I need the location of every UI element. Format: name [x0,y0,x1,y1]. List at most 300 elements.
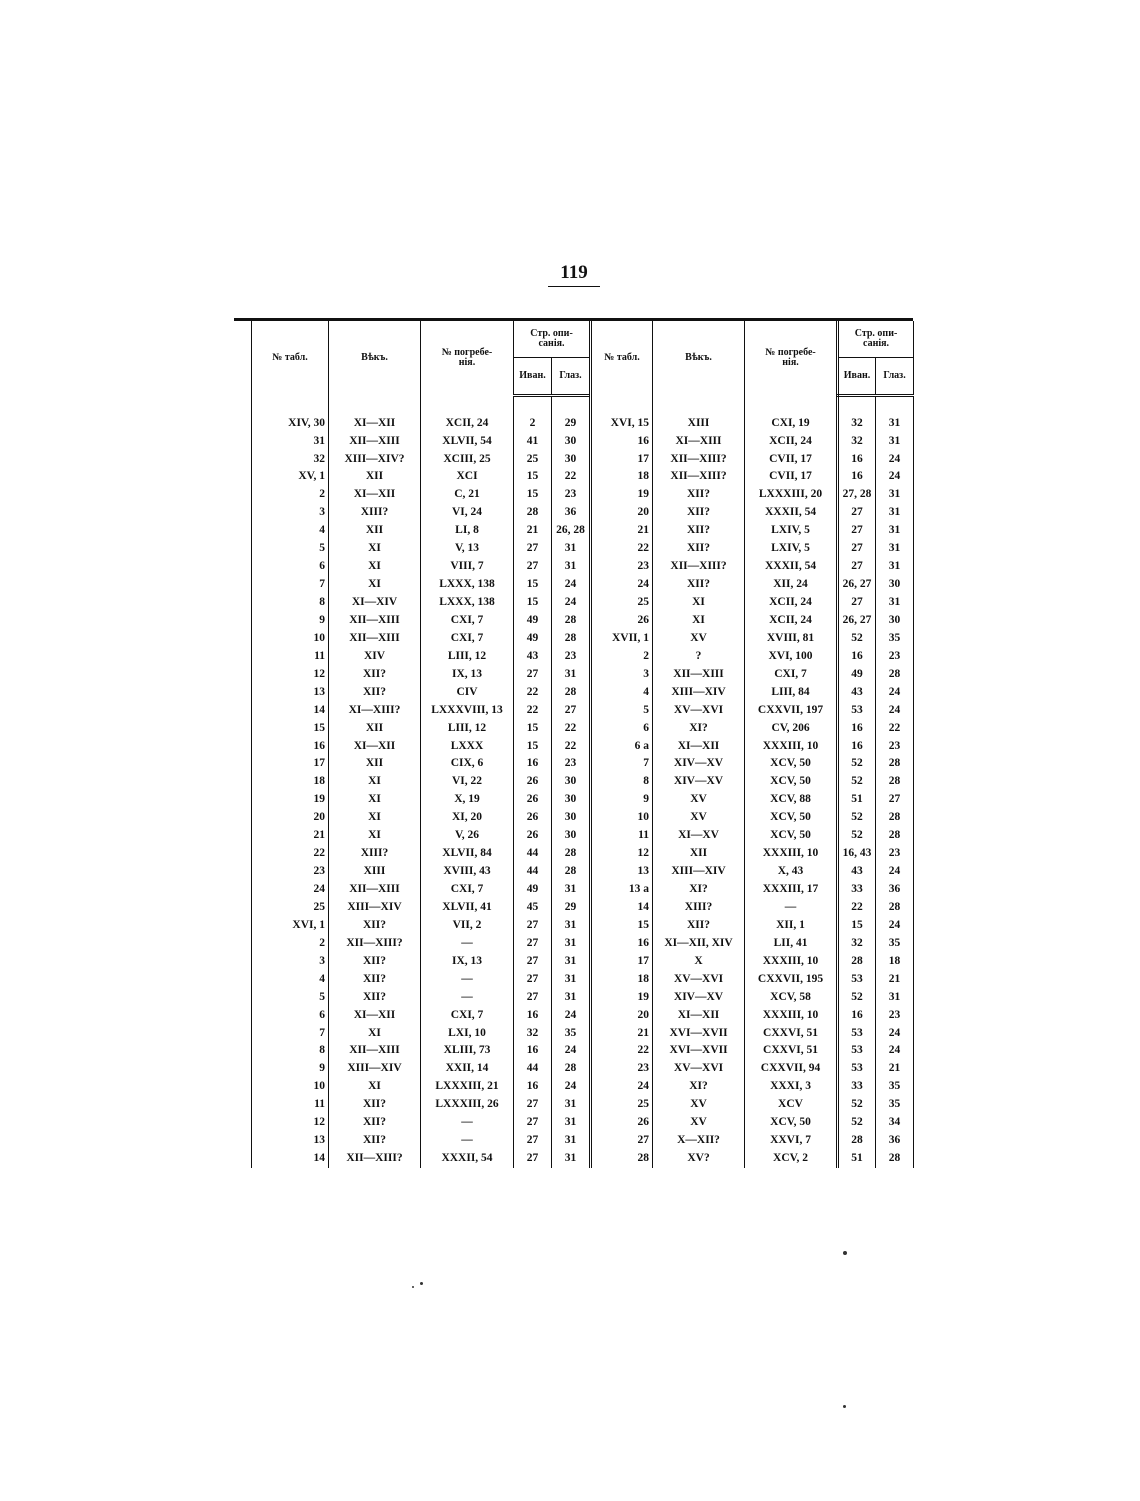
left-burial-cell: XLVII, 41 [421,899,514,917]
left-ivan-cell: 15 [514,594,552,612]
right-ivan-cell: 32 [838,935,876,953]
table-row [252,666,914,684]
right-glaz-cell: 30 [876,576,914,594]
right-burial-cell: XCII, 24 [745,432,838,450]
right-ivan-cell: 52 [838,755,876,773]
left-glaz-cell: 24 [552,1078,591,1096]
left-burial-cell: — [421,935,514,953]
right-burial-cell: CVII, 17 [745,450,838,468]
right-glaz-cell: 28 [876,666,914,684]
left-tab-cell: 6 [252,558,329,576]
scan-speck [412,1286,414,1288]
right-burial-cell: CXXVI, 51 [745,1024,838,1042]
right-tab-cell: 25 [591,1096,653,1114]
right-burial-cell: XXXIII, 17 [745,881,838,899]
left-tab-cell: 14 [252,701,329,719]
right-burial-cell: XCV, 2 [745,1150,838,1168]
left-age-cell: XIII [329,863,421,881]
left-tab-cell: 7 [252,1024,329,1042]
right-glaz-cell: 24 [876,1024,914,1042]
table-row [252,791,914,809]
left-ivan-cell: 44 [514,845,552,863]
left-tab-cell: 7 [252,576,329,594]
right-glaz-cell: 28 [876,1150,914,1168]
right-tab-cell: 25 [591,594,653,612]
right-ivan-cell: 28 [838,1132,876,1150]
left-tab-cell: 32 [252,450,329,468]
right-age-cell: XVI—XVII [653,1042,745,1060]
right-burial-cell: LXIV, 5 [745,540,838,558]
right-burial-cell: XCII, 24 [745,612,838,630]
left-tab-cell: 4 [252,522,329,540]
header-burial-right-l1: № погребе- [765,347,816,358]
right-ivan-cell: 52 [838,630,876,648]
header-ivan-left: Иван. [514,357,552,395]
right-age-cell: XV—XVI [653,1060,745,1078]
right-age-cell: XV [653,791,745,809]
table-row [252,935,914,953]
table-row [252,737,914,755]
left-age-cell: XII? [329,1114,421,1132]
left-glaz-cell: 28 [552,684,591,702]
table-row [252,612,914,630]
right-glaz-cell: 22 [876,719,914,737]
table-row [252,504,914,522]
right-glaz-cell: 36 [876,1132,914,1150]
right-burial-cell: CXXVII, 94 [745,1060,838,1078]
header-desc-right-l1: Стр. опи- [854,327,898,339]
right-burial-cell: XXXII, 54 [745,558,838,576]
right-ivan-cell: 53 [838,1024,876,1042]
right-ivan-cell: 52 [838,773,876,791]
right-age-cell: X [653,953,745,971]
right-glaz-cell: 31 [876,504,914,522]
left-glaz-cell: 22 [552,719,591,737]
left-glaz-cell: 23 [552,486,591,504]
right-tab-cell: 4 [591,684,653,702]
right-burial-cell: XXVI, 7 [745,1132,838,1150]
header-tab-left: № табл. [252,321,329,395]
right-tab-cell: 23 [591,558,653,576]
right-ivan-cell: 33 [838,881,876,899]
left-age-cell: XI—XII [329,414,421,432]
left-burial-cell: LXXX, 138 [421,576,514,594]
right-age-cell: XII [653,845,745,863]
table-row [252,701,914,719]
left-burial-cell: XCII, 24 [421,414,514,432]
left-age-cell: XII? [329,1096,421,1114]
right-age-cell: XV [653,1114,745,1132]
right-ivan-cell: 27 [838,540,876,558]
left-tab-cell: 18 [252,773,329,791]
right-tab-cell: 13 [591,863,653,881]
left-glaz-cell: 31 [552,917,591,935]
left-glaz-cell: 29 [552,899,591,917]
right-ivan-cell: 16 [838,648,876,666]
right-glaz-cell: 31 [876,558,914,576]
right-glaz-cell: 24 [876,450,914,468]
left-ivan-cell: 26 [514,809,552,827]
table-row [252,594,914,612]
left-tab-cell: 22 [252,845,329,863]
left-ivan-cell: 41 [514,432,552,450]
right-tab-cell: 22 [591,540,653,558]
left-age-cell: XIII—XIV [329,1060,421,1078]
right-burial-cell: XCV, 50 [745,755,838,773]
right-ivan-cell: 53 [838,1042,876,1060]
right-ivan-cell: 32 [838,414,876,432]
right-glaz-cell: 28 [876,773,914,791]
right-glaz-cell: 24 [876,863,914,881]
right-ivan-cell: 43 [838,684,876,702]
right-ivan-cell: 49 [838,666,876,684]
right-age-cell: XIII? [653,899,745,917]
table-row [252,899,914,917]
table-row [252,468,914,486]
left-glaz-cell: 30 [552,791,591,809]
left-glaz-cell: 30 [552,450,591,468]
left-ivan-cell: 44 [514,1060,552,1078]
left-glaz-cell: 35 [552,1024,591,1042]
right-burial-cell: XII, 1 [745,917,838,935]
left-ivan-cell: 16 [514,1078,552,1096]
left-tab-cell: 20 [252,809,329,827]
table-row [252,1042,914,1060]
left-age-cell: XI [329,791,421,809]
left-burial-cell: XLIII, 73 [421,1042,514,1060]
right-ivan-cell: 27 [838,594,876,612]
header-desc-right-l2: санія. [863,337,890,349]
table-row [252,863,914,881]
left-tab-cell: 13 [252,1132,329,1150]
left-burial-cell: — [421,1114,514,1132]
left-tab-cell: 31 [252,432,329,450]
left-glaz-cell: 24 [552,576,591,594]
left-tab-cell: 16 [252,737,329,755]
left-glaz-cell: 30 [552,432,591,450]
left-glaz-cell: 23 [552,648,591,666]
left-age-cell: XII? [329,953,421,971]
left-ivan-cell: 15 [514,737,552,755]
table-row [252,630,914,648]
left-burial-cell: V, 26 [421,827,514,845]
right-tab-cell: 28 [591,1150,653,1168]
left-tab-cell: 19 [252,791,329,809]
header-desc-left-l1: Стр. опи- [530,327,573,339]
left-glaz-cell: 28 [552,630,591,648]
left-burial-cell: — [421,988,514,1006]
left-ivan-cell: 27 [514,1132,552,1150]
left-burial-cell: VI, 22 [421,773,514,791]
left-ivan-cell: 27 [514,1096,552,1114]
left-ivan-cell: 21 [514,522,552,540]
left-glaz-cell: 26, 28 [552,522,591,540]
scan-speck [420,1282,423,1285]
right-ivan-cell: 53 [838,701,876,719]
right-ivan-cell: 27, 28 [838,486,876,504]
right-glaz-cell: 31 [876,414,914,432]
left-tab-cell: XIV, 30 [252,414,329,432]
right-burial-cell: LIII, 84 [745,684,838,702]
right-age-cell: XII—XIII? [653,468,745,486]
left-ivan-cell: 26 [514,773,552,791]
right-age-cell: XIV—XV [653,755,745,773]
table-row [252,576,914,594]
left-glaz-cell: 22 [552,468,591,486]
left-tab-cell: 8 [252,1042,329,1060]
right-ivan-cell: 27 [838,504,876,522]
left-age-cell: XIII? [329,845,421,863]
right-burial-cell: XXXIII, 10 [745,845,838,863]
left-tab-cell: XV, 1 [252,468,329,486]
scan-speck [843,1405,846,1408]
right-glaz-cell: 23 [876,845,914,863]
right-age-cell: XI—XII [653,1006,745,1024]
left-glaz-cell: 31 [552,881,591,899]
left-ivan-cell: 45 [514,899,552,917]
left-burial-cell: IX, 13 [421,953,514,971]
table-row [252,1150,914,1168]
right-ivan-cell: 51 [838,1150,876,1168]
right-tab-cell: 6 [591,719,653,737]
left-burial-cell: XLVII, 54 [421,432,514,450]
right-age-cell: XII? [653,522,745,540]
right-tab-cell: 15 [591,917,653,935]
left-ivan-cell: 15 [514,576,552,594]
right-tab-cell: 6 a [591,737,653,755]
left-burial-cell: LXXXIII, 26 [421,1096,514,1114]
right-burial-cell: XCV, 50 [745,1114,838,1132]
left-tab-cell: 12 [252,1114,329,1132]
left-burial-cell: LXXX, 138 [421,594,514,612]
right-age-cell: XII? [653,486,745,504]
left-age-cell: XII? [329,666,421,684]
left-age-cell: XII—XIII [329,630,421,648]
right-glaz-cell: 24 [876,1042,914,1060]
left-age-cell: XII? [329,684,421,702]
right-tab-cell: 23 [591,1060,653,1078]
header-glaz-right: Глаз. [876,357,914,395]
right-ivan-cell: 16, 43 [838,845,876,863]
right-age-cell: XII? [653,504,745,522]
right-age-cell: XI [653,612,745,630]
right-burial-cell: — [745,899,838,917]
left-ivan-cell: 15 [514,468,552,486]
right-burial-cell: CXXVII, 195 [745,971,838,989]
left-ivan-cell: 22 [514,701,552,719]
left-tab-cell: 5 [252,988,329,1006]
left-age-cell: XII—XIII [329,1042,421,1060]
right-ivan-cell: 15 [838,917,876,935]
left-ivan-cell: 28 [514,504,552,522]
left-age-cell: XI [329,827,421,845]
left-glaz-cell: 31 [552,988,591,1006]
left-ivan-cell: 16 [514,1006,552,1024]
right-tab-cell: 21 [591,522,653,540]
left-glaz-cell: 24 [552,1006,591,1024]
left-ivan-cell: 27 [514,540,552,558]
left-ivan-cell: 25 [514,450,552,468]
left-burial-cell: IX, 13 [421,666,514,684]
right-tab-cell: 26 [591,612,653,630]
left-glaz-cell: 23 [552,755,591,773]
right-tab-cell: 17 [591,450,653,468]
right-glaz-cell: 21 [876,971,914,989]
right-age-cell: XIV—XV [653,988,745,1006]
left-tab-cell: 14 [252,1150,329,1168]
table-row [252,845,914,863]
left-ivan-cell: 15 [514,486,552,504]
left-age-cell: XI [329,1078,421,1096]
left-ivan-cell: 27 [514,1114,552,1132]
left-glaz-cell: 28 [552,863,591,881]
right-burial-cell: XXXIII, 10 [745,737,838,755]
table-row [252,450,914,468]
table-row [252,1114,914,1132]
right-age-cell: XI—XII, XIV [653,935,745,953]
right-tab-cell: 5 [591,701,653,719]
left-tab-cell: 10 [252,630,329,648]
left-ivan-cell: 26 [514,827,552,845]
right-burial-cell: XCV, 58 [745,988,838,1006]
left-ivan-cell: 27 [514,666,552,684]
right-burial-cell: LII, 41 [745,935,838,953]
right-ivan-cell: 53 [838,971,876,989]
left-ivan-cell: 26 [514,791,552,809]
header-glaz-left: Глаз. [552,357,591,395]
left-ivan-cell: 27 [514,953,552,971]
table-row [252,1078,914,1096]
right-burial-cell: CXXVII, 197 [745,701,838,719]
left-ivan-cell: 49 [514,881,552,899]
left-ivan-cell: 32 [514,1024,552,1042]
table-row [252,773,914,791]
left-age-cell: XIII—XIV [329,899,421,917]
left-burial-cell: VII, 2 [421,917,514,935]
left-tab-cell: 11 [252,648,329,666]
right-burial-cell: LXXXIII, 20 [745,486,838,504]
spacer-row [252,395,914,414]
index-table-sheet [234,318,913,1168]
left-ivan-cell: 16 [514,755,552,773]
right-tab-cell: 12 [591,845,653,863]
left-ivan-cell: 27 [514,935,552,953]
right-burial-cell: XXXII, 54 [745,504,838,522]
index-table [251,321,914,1168]
right-age-cell: XII—XIII [653,666,745,684]
left-age-cell: XI [329,540,421,558]
table-row [252,414,914,432]
left-burial-cell: V, 13 [421,540,514,558]
left-ivan-cell: 44 [514,863,552,881]
right-glaz-cell: 28 [876,809,914,827]
left-ivan-cell: 49 [514,612,552,630]
table-row [252,1096,914,1114]
right-glaz-cell: 24 [876,468,914,486]
left-glaz-cell: 30 [552,827,591,845]
left-burial-cell: LXXX [421,737,514,755]
left-tab-cell: 5 [252,540,329,558]
left-ivan-cell: 43 [514,648,552,666]
right-ivan-cell: 43 [838,863,876,881]
right-tab-cell: 26 [591,1114,653,1132]
left-tab-cell: 6 [252,1006,329,1024]
right-age-cell: XIII—XIV [653,863,745,881]
right-burial-cell: XVI, 100 [745,648,838,666]
left-glaz-cell: 31 [552,953,591,971]
left-age-cell: XII [329,522,421,540]
right-glaz-cell: 31 [876,522,914,540]
left-tab-cell: 2 [252,935,329,953]
right-burial-cell: XCII, 24 [745,594,838,612]
table-row [252,432,914,450]
left-age-cell: XI [329,558,421,576]
right-burial-cell: CV, 206 [745,719,838,737]
left-ivan-cell: 2 [514,414,552,432]
left-burial-cell: XCI [421,468,514,486]
table-row [252,648,914,666]
header-burial-right [745,321,838,395]
left-burial-cell: XCIII, 25 [421,450,514,468]
left-age-cell: XII—XIII [329,881,421,899]
right-age-cell: XIII [653,414,745,432]
table-row [252,917,914,935]
left-age-cell: XI [329,576,421,594]
table-row [252,1060,914,1078]
right-age-cell: XII? [653,576,745,594]
page-number: 119 [548,262,600,287]
header-burial-left-l2: нія. [458,357,476,368]
left-tab-cell: 12 [252,666,329,684]
right-burial-cell: XCV, 88 [745,791,838,809]
left-glaz-cell: 30 [552,809,591,827]
scan-speck [843,1251,847,1255]
left-age-cell: XIII—XIV? [329,450,421,468]
right-ivan-cell: 51 [838,791,876,809]
left-glaz-cell: 31 [552,540,591,558]
left-glaz-cell: 31 [552,971,591,989]
left-age-cell: XII—XIII? [329,1150,421,1168]
right-age-cell: XII? [653,917,745,935]
right-age-cell: XV—XVI [653,971,745,989]
right-ivan-cell: 16 [838,719,876,737]
left-tab-cell: 8 [252,594,329,612]
header-desc-right [838,321,914,357]
table-row [252,1024,914,1042]
right-age-cell: XI? [653,881,745,899]
right-glaz-cell: 35 [876,630,914,648]
left-burial-cell: XLVII, 84 [421,845,514,863]
left-glaz-cell: 24 [552,1042,591,1060]
table-row [252,755,914,773]
right-ivan-cell: 22 [838,899,876,917]
right-tab-cell: 18 [591,971,653,989]
right-glaz-cell: 36 [876,881,914,899]
left-tab-cell: 3 [252,953,329,971]
table-row [252,522,914,540]
left-ivan-cell: 15 [514,719,552,737]
left-burial-cell: X, 19 [421,791,514,809]
right-ivan-cell: 52 [838,988,876,1006]
right-burial-cell: XXXIII, 10 [745,953,838,971]
right-tab-cell: 19 [591,988,653,1006]
left-burial-cell: CXI, 7 [421,1006,514,1024]
right-glaz-cell: 24 [876,701,914,719]
right-tab-cell: 21 [591,1024,653,1042]
left-age-cell: XII—XIII [329,612,421,630]
table-row [252,1132,914,1150]
header-century-left: Вѣкъ. [329,321,421,395]
